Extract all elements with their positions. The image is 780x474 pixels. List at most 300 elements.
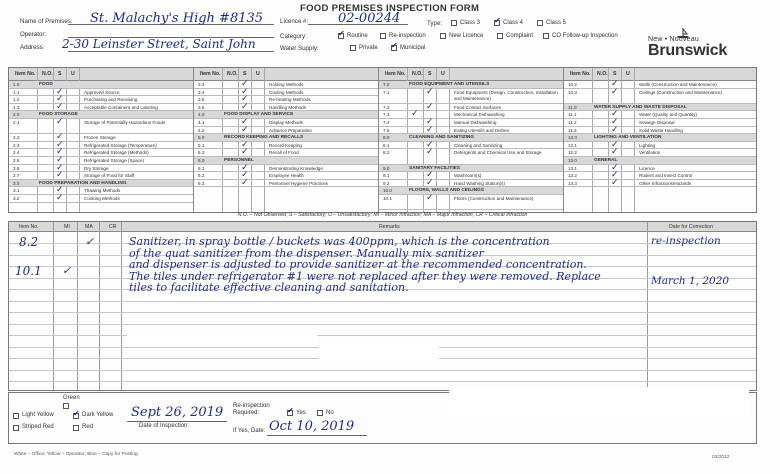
checkmark-icon: ✓: [241, 176, 249, 187]
checklist-item-number: 10.1: [383, 196, 392, 201]
remarks-header-date: Date for Correction: [669, 224, 713, 230]
checklist-item-number: 4.1: [198, 120, 205, 125]
checklist-item-row: [194, 85, 378, 97]
color-striped-red-checkbox[interactable]: [13, 425, 19, 431]
checklist-section-row: [379, 134, 563, 142]
checklist-section-title: LIGHTING AND VENTILATION: [594, 135, 662, 141]
checklist-item-row: [194, 78, 378, 89]
checklist-item-number: 11.3: [568, 127, 577, 133]
checklist-item-number: 3.6: [198, 104, 205, 110]
water-private-checkbox[interactable]: [350, 45, 356, 51]
checklist-header-s: S: [428, 71, 432, 77]
checklist-item-row: [379, 169, 563, 180]
remarks-header-cr: CR: [109, 224, 117, 230]
checkmark-icon: ✓: [241, 78, 249, 88]
checklist-item-row: [194, 161, 378, 173]
checklist-item-number: 4.0: [198, 112, 205, 118]
checklist-item-label: Storage of Potentially Hazardous Foods: [84, 120, 166, 125]
premises-value: St. Malachy's High #8135: [90, 11, 264, 26]
checkmark-icon: ✓: [56, 138, 64, 149]
remarks-line: The tiles under refrigerator #1 were not replaced after they were removed. Replace: [129, 269, 601, 283]
checklist-column: [379, 68, 564, 212]
checklist-item-row: [194, 123, 378, 135]
checklist-item-label: Thawing Methods: [84, 188, 121, 194]
checklist-item-number: 7.0: [383, 82, 390, 87]
checklist-item-number: 7.1: [383, 89, 390, 95]
checklist-header-item-no: Item No.: [570, 71, 591, 77]
checklist-item-number: 2.0: [13, 112, 20, 118]
reinspection-no-label: No: [326, 410, 334, 416]
if-yes-date-value: Oct 10, 2019: [269, 419, 355, 434]
checklist-item-label: Refrigerated Storage (Space): [84, 158, 145, 163]
type-class4-checkbox[interactable]: [494, 20, 500, 26]
checkmark-icon: ✓: [611, 146, 619, 157]
checklist-section-title: FOOD PREPARATION AND HANDLING: [39, 180, 127, 186]
checklist-item-number: 3.2: [13, 196, 20, 201]
checklist-item-number: 1.3: [13, 104, 20, 110]
checklist-item-number: 2.6: [13, 165, 20, 171]
checklist-section-row: [379, 81, 563, 89]
checklist-header-s: S: [613, 71, 617, 77]
checklist-item-number: 7.2: [383, 104, 390, 110]
water-municipal-label: Municipal: [400, 45, 426, 51]
checklist-section-row: [9, 111, 193, 119]
redaction-box: [319, 344, 439, 360]
checklist-item-label: Mechanical Dishwashing: [454, 112, 505, 118]
checkmark-icon: ✓: [56, 169, 64, 180]
water-municipal-checkbox[interactable]: [391, 45, 397, 51]
checkmark-icon: ✓: [241, 100, 249, 111]
checklist-item-label: Re-heating Methods: [269, 97, 311, 103]
checklist-item-label: Recall of Food: [269, 150, 299, 156]
inspection-date-value: Sept 26, 2019: [131, 405, 224, 420]
remarks-date-1: re-inspection: [651, 235, 721, 247]
checkmark-icon: ✓: [56, 161, 64, 172]
checkmark-icon: ✓: [56, 192, 64, 202]
color-green-checkbox[interactable]: [63, 403, 69, 409]
checklist-item-row: [564, 116, 756, 127]
checklist-item-number: 4.2: [198, 127, 205, 133]
checklist-item-row: [564, 85, 756, 104]
category-reinspection-label: Re-inspection: [389, 33, 426, 39]
logo-tagline: New • Nouveau: [648, 36, 699, 43]
logo-name: Brunswick: [648, 42, 728, 59]
checklist-item-label: Storage of Food for Staff: [84, 173, 135, 179]
ruled-line: [9, 370, 756, 371]
checklist-section-row: [194, 134, 378, 142]
form-title: FOOD PREMISES INSPECTION FORM: [300, 3, 480, 14]
type-class3-label: Class 3: [460, 20, 481, 26]
checklist-item-label: Personnel Hygiene Practices: [269, 180, 328, 186]
color-dark-yellow-checkbox[interactable]: [73, 413, 79, 419]
checkmark-icon: ✓: [241, 138, 249, 149]
operator-label: Operator:: [20, 31, 47, 38]
checklist-item-number: 6.2: [198, 173, 205, 179]
checklist-item-number: 3.1: [13, 188, 20, 194]
checklist-item-label: Water (Quality and Quantity): [639, 112, 698, 118]
checklist-header-u: U: [71, 71, 75, 77]
remarks-divider: [53, 222, 54, 390]
color-red-label: Red: [82, 424, 94, 430]
checklist-section-row: [9, 81, 193, 89]
checkmark-icon: ✓: [426, 146, 434, 157]
category-co-followup-checkbox[interactable]: [543, 33, 549, 39]
checklist-item-number: 1.0: [13, 82, 20, 87]
checklist-item-label: Advance Preparation: [269, 127, 312, 133]
remarks-header-item: Item No.: [19, 224, 39, 230]
remarks-item-1: 8.2: [19, 235, 39, 249]
checklist-item-number: 8.1: [383, 142, 390, 148]
address-value: 2-30 Leinster Street, Saint John: [62, 37, 256, 51]
remarks-item-2: 10.1: [15, 264, 42, 278]
checklist-item-row: [9, 154, 193, 165]
checklist-item-label: Hand Washing Station(s): [454, 180, 505, 186]
category-reinspection-checkbox[interactable]: [380, 33, 386, 39]
remarks-date-2: March 1, 2020: [651, 275, 730, 287]
checklist-item-label: Eating Utensils and Dishes: [454, 127, 509, 133]
checkmark-icon: ✓: [426, 169, 434, 180]
checklist-item-label: Lighting: [639, 142, 656, 148]
checklist-item-number: 8.0: [383, 135, 390, 141]
remarks-text: [129, 236, 649, 294]
checklist-item-row: [9, 169, 193, 180]
remarks-section: [8, 221, 757, 391]
remarks-line: Sanitizer, in spray bottle / buckets was 400ppm, which is the concentration: [129, 235, 550, 248]
checklist-column: [564, 68, 756, 212]
checklist-header-no: N.O.: [412, 71, 423, 77]
checklist-item-row: [379, 116, 563, 127]
remarks-divider: [121, 222, 122, 390]
color-dark-yellow-label: Dark Yellow: [82, 412, 114, 418]
checkmark-icon: ✓: [611, 161, 619, 172]
remarks-divider: [77, 222, 78, 390]
checkmark-icon: ✓: [611, 169, 619, 180]
checklist-item-row: [9, 146, 193, 157]
checklist-item-label: Washroom(s): [454, 173, 482, 179]
checklist-item-row: [564, 146, 756, 157]
checkmark-icon: ✓: [611, 78, 619, 88]
bottom-section: [8, 392, 757, 444]
checklist-item-number: 10.0: [383, 188, 392, 194]
checklist-item-number: 13.0: [568, 158, 577, 163]
checklist-item-label: Cleaning and Sanitizing: [454, 142, 503, 148]
checklist-header-item-no: Item No.: [200, 71, 221, 77]
checkmark-icon: ✓: [611, 138, 619, 149]
category-co-followup-label: CO Follow-up Inspection: [552, 33, 618, 39]
checkmark-icon: ✓: [56, 131, 64, 142]
checkmark-icon: ✓: [241, 85, 249, 96]
category-label: Category:: [280, 33, 307, 40]
checklist-item-number: 6.1: [198, 165, 205, 171]
checklist-item-label: Floors (Construction and Maintenance): [454, 196, 534, 201]
checklist-item-row: [9, 93, 193, 104]
checklist-section-row: [379, 165, 563, 173]
checklist-item-row: [564, 78, 756, 89]
address-label: Address:: [20, 44, 45, 51]
checklist-header-no: N.O.: [597, 71, 608, 77]
checklist-section-row: [379, 187, 563, 195]
category-complaint-checkbox[interactable]: [497, 33, 503, 39]
checklist-item-label: Refrigerated Storage (Methods): [84, 150, 149, 156]
water-supply-label: Water Supply:: [280, 45, 319, 52]
checklist-item-label: Refrigerated Storage (Temperature): [84, 142, 157, 148]
checklist-item-row: [194, 169, 378, 180]
checklist-section-title: CLEANING AND SANITIZING: [409, 135, 475, 141]
category-new-licence-label: New Licence: [449, 33, 484, 39]
category-routine-label: Routine: [347, 33, 368, 39]
checklist-item-number: 13.2: [568, 173, 577, 179]
checklist-item-number: 12.1: [568, 142, 577, 148]
premises-label: Name of Premises:: [20, 18, 73, 25]
checklist-header-item-no: Item No.: [385, 71, 406, 77]
checklist-item-label: Manual Dishwashing: [454, 120, 497, 125]
remarks-header-mi: MI: [64, 224, 70, 230]
checklist-item-row: [194, 116, 378, 127]
checklist-item-number: 6.0: [198, 158, 205, 163]
checklist-item-label: Rodent and Insect Control: [639, 173, 693, 179]
checkmark-icon: ✓: [56, 93, 64, 104]
checklist-item-number: 13.3: [568, 180, 577, 186]
checklist-item-number: 3.4: [198, 89, 205, 95]
checklist-header-item-no: Item No.: [15, 71, 36, 77]
category-routine-checkbox[interactable]: [338, 33, 344, 39]
checklist-item-number: 9.1: [383, 173, 390, 179]
checklist-item-row: [9, 184, 193, 195]
ruled-line: [9, 335, 756, 336]
checklist-item-number: 11.2: [568, 120, 577, 125]
checkmark-icon: ✓: [426, 176, 434, 187]
checklist-item-label: Handling Methods: [269, 104, 307, 110]
checkmark-icon: ✓: [56, 154, 64, 164]
licence-value: 02-00244: [338, 11, 401, 26]
checklist-item-label: Employee Health: [269, 173, 304, 179]
checkmark-icon: ✓: [426, 138, 434, 149]
checkmark-icon: ✓: [241, 169, 249, 180]
checklist-section-title: PERSONNEL: [224, 158, 254, 163]
checklist-item-number: 5.0: [198, 135, 205, 141]
redaction-box: [449, 387, 749, 417]
checkmark-icon: ✓: [611, 116, 619, 126]
checklist-header-u: U: [626, 71, 630, 77]
category-complaint-label: Complaint: [506, 33, 534, 39]
checklist-item-label: Cooling Methods: [269, 89, 304, 95]
checklist-section-row: [564, 134, 756, 142]
checkmark-icon: ✓: [426, 123, 434, 134]
checklist-item-label: Holding Methods: [269, 82, 304, 87]
reinspection-no-checkbox[interactable]: [317, 410, 323, 416]
checkmark-icon: ✓: [611, 123, 619, 134]
checklist-item-number: 11.1: [568, 112, 577, 118]
checklist-item-label: Cooking Methods: [84, 196, 120, 201]
checklist-item-number: 10.3: [568, 89, 577, 95]
checkmark-icon: ✓: [241, 161, 249, 172]
checklist-item-label: Food Contact Surfaces: [454, 104, 501, 110]
checkmark-icon: ✓: [611, 176, 619, 187]
type-class4-label: Class 4: [503, 20, 524, 26]
category-new-licence-checkbox[interactable]: [440, 33, 446, 39]
checklist-item-number: 3.0: [13, 180, 20, 186]
ruled-line: [9, 324, 756, 325]
nb-logo: [648, 36, 756, 62]
color-striped-red-label: Striped Red: [22, 424, 54, 430]
checklist-header-no: N.O.: [42, 71, 53, 77]
checklist-item-label: Frozen Storage: [84, 135, 116, 141]
checklist-section-row: [9, 180, 193, 188]
checklist-item-label: Approved Source: [84, 89, 120, 95]
checkmark-icon: ✓: [611, 108, 619, 119]
water-private-label: Private: [359, 45, 378, 51]
checkmark-icon: ✓: [411, 108, 419, 119]
checklist-item-row: [564, 161, 756, 173]
checkmark-icon: ✓: [56, 116, 64, 126]
checklist-section-title: FLOORS, WALLS AND CEILINGS: [409, 188, 484, 194]
type-label: Type:: [427, 20, 443, 27]
checklist-item-number: 13.1: [568, 165, 577, 171]
address-underline: [68, 51, 274, 52]
checklist-item-number: 2.3: [13, 142, 20, 148]
inspection-date-underline: [127, 421, 227, 422]
checklist-section-row: [194, 157, 378, 165]
checklist-item-number: 7.4: [383, 120, 390, 125]
checklist-item-label: Purchasing and Receiving: [84, 97, 138, 103]
redaction-box: [127, 330, 317, 346]
checklist-item-row: [379, 85, 563, 104]
checklist-item-number: 2.4: [13, 150, 20, 156]
checklist-item-number: 2.1: [13, 120, 20, 125]
checklist-section-title: WATER SUPPLY AND WASTE DISPOSAL: [594, 104, 687, 110]
remarks-line: tiles to facilitate effective cleaning and sanitation.: [129, 281, 409, 294]
checklist-item-number: 2.5: [13, 158, 20, 163]
checkmark-icon: ✓: [56, 184, 64, 195]
checkmark-icon: ✓: [426, 100, 434, 111]
if-yes-date-label: If Yes, Date:: [233, 428, 266, 434]
checklist-item-row: [564, 123, 756, 135]
checklist-item-number: 1.1: [13, 89, 20, 95]
color-red-checkbox[interactable]: [73, 425, 79, 431]
checklist-item-label: Other Infractions/Hazards: [639, 180, 692, 186]
checklist-item-label: Acceptable Containers and Labeling: [84, 104, 158, 110]
checklist-section-row: [564, 104, 756, 112]
licence-label: Licence #:: [280, 18, 309, 25]
checklist-item-number: 12.2: [568, 150, 577, 156]
remarks-header-remarks: Remarks: [379, 224, 400, 230]
checklist-header-u: U: [256, 71, 260, 77]
checklist-item-row: [9, 161, 193, 173]
checklist-item-number: 12.0: [568, 135, 577, 141]
color-green-label: Green: [63, 395, 80, 401]
remarks-mi-2: ✓: [62, 264, 72, 277]
checklist-item-number: 7.5: [383, 127, 390, 133]
checklist-item-row: [9, 131, 193, 142]
checklist-item-row: [379, 108, 563, 119]
checklist-item-row: [194, 93, 378, 104]
checkmark-icon: ✓: [426, 85, 434, 96]
checklist-section-title: FOOD STORAGE: [39, 112, 78, 118]
checklist-item-number: 9.0: [383, 165, 390, 171]
checklist-section-title: GENERAL: [594, 158, 618, 163]
reinspection-yes-label: Yes: [296, 410, 306, 416]
checklist-section-row: [194, 111, 378, 119]
checkmark-icon: ✓: [426, 116, 434, 126]
checklist-item-number: 5.1: [198, 142, 205, 148]
checklist-column: [194, 68, 379, 212]
ruled-line: [9, 301, 756, 302]
checklist-item-label: Detergents and Chemical Use and Storage: [454, 150, 542, 156]
checklist-item-label: Walls (Construction and Maintenance): [639, 82, 717, 87]
checkmark-icon: ✓: [611, 85, 619, 96]
remarks-line: of the quat sanitizer from the dispenser. Manually mix sanitizer: [129, 246, 484, 260]
checklist-item-row: [379, 192, 563, 210]
checklist-item-row: [564, 108, 756, 119]
checklist-item-number: 5.2: [198, 150, 205, 156]
ruled-line: [9, 312, 756, 313]
checklist-item-row: [9, 192, 193, 203]
checklist-section-title: FOOD: [39, 82, 53, 87]
checklist-section-title: FOOD DISPLAY AND SERVICE: [224, 112, 294, 118]
checklist-column: [9, 68, 194, 212]
checkmark-icon: ✓: [426, 192, 434, 202]
type-class3-checkbox[interactable]: [451, 20, 457, 26]
ruled-line: [9, 381, 756, 382]
checklist-header-s: S: [243, 71, 247, 77]
checklist-item-number: 3.5: [198, 97, 205, 103]
checklist-item-label: Food Equipment (Design, Construction, Installation and Maintenance): [454, 89, 558, 101]
checklist-header-u: U: [441, 71, 445, 77]
checklist-item-number: 10.2: [568, 82, 577, 87]
reinspection-yes-checkbox[interactable]: [287, 410, 293, 416]
color-light-yellow-checkbox[interactable]: [13, 413, 19, 419]
checklist-item-number: 11.0: [568, 104, 577, 110]
remarks-divider: [99, 222, 100, 390]
checklist-item-label: Licence: [639, 165, 655, 171]
legend-text: N.O. – Not Observed; S – Satisfactory; U – Unsatisfactory; MI – Minor Infraction; MA – Major Infraction; CR – Critical Infraction: [237, 212, 528, 218]
type-class5-label: Class 5: [546, 20, 567, 26]
checklist-section-row: [564, 157, 756, 165]
checkmark-icon: ✓: [241, 93, 249, 104]
checklist-item-label: Dry Storage: [84, 165, 109, 171]
checklist-item-row: [379, 100, 563, 112]
checklist-item-row: [564, 169, 756, 180]
checklist-item-label: Display Methods: [269, 120, 303, 125]
checkmark-icon: ✓: [241, 146, 249, 157]
checklist-item-number: 6.3: [198, 180, 205, 186]
checklist-item-row: [379, 123, 563, 135]
inspection-date-label: Date of Inspection:: [139, 423, 190, 429]
checklist-item-number: 2.2: [13, 135, 20, 141]
checkmark-icon: ✓: [241, 116, 249, 126]
checklist-section-title: FOOD EQUIPMENT AND UTENSILS: [409, 82, 490, 87]
checkmark-icon: ✓: [56, 146, 64, 157]
type-class5-checkbox[interactable]: [537, 20, 543, 26]
checklist-item-label: Record Keeping: [269, 142, 302, 148]
remarks-line: and dispenser is adjusted to provide sanitizer at the recommended concentration.: [129, 258, 587, 271]
remarks-header-ma: MA: [85, 224, 93, 230]
checkmark-icon: ✓: [241, 123, 249, 134]
checklist-item-number: 8.2: [383, 150, 390, 156]
color-light-yellow-label: Light Yellow: [22, 412, 54, 418]
if-yes-date-underline: [267, 435, 367, 436]
checklist-item-number: 1.2: [13, 97, 20, 103]
checklist-header-s: S: [58, 71, 62, 77]
checklist-item-number: 7.3: [383, 112, 390, 118]
checklist-item-label: Demonstrating Knowledge: [269, 165, 323, 171]
remarks-ma-1: ✓: [85, 235, 95, 248]
checklist-grid: [8, 67, 757, 213]
checklist-section-title: SANITARY FACILITIES: [409, 165, 461, 171]
checklist-section-title: RECORD KEEPING AND RECALLS: [224, 135, 304, 141]
checklist-item-row: [9, 116, 193, 134]
checkmark-icon: ✓: [56, 100, 64, 111]
